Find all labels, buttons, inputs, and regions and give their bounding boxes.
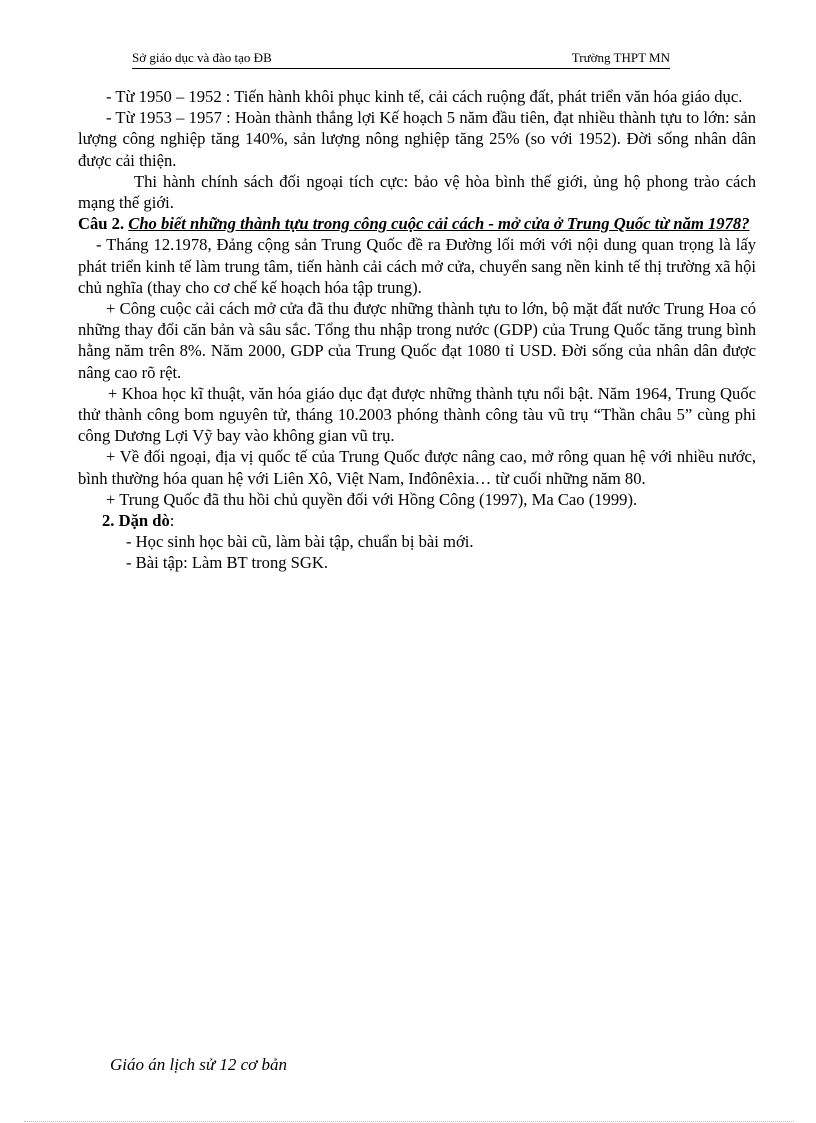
paragraph-science-technology: + Khoa học kĩ thuật, văn hóa giáo dục đạt được những thành tựu nổi bật. Năm 1964, Trung Quốc thử thành công bom nguyên tử, tháng 10.2003 phóng thành công tàu vũ trụ “Thần châu 5” cùng phi công Dương Lợi Vỹ bay vào không gian vũ trụ.	[78, 383, 756, 446]
paragraph-foreign-policy: Thi hành chính sách đối ngoại tích cực: bảo vệ hòa bình thế giới, ủng hộ phong trào cách mạng thế giới.	[78, 171, 756, 213]
question-2-label: Câu 2.	[78, 214, 125, 234]
homework-item-1: - Học sinh học bài cũ, làm bài tập, chuẩn bị bài mới.	[126, 532, 474, 552]
question-2-heading	[78, 213, 756, 234]
homework-item-2: - Bài tập: Làm BT trong SGK.	[126, 553, 329, 573]
homework-heading-colon: :	[169, 511, 175, 531]
paragraph-1950-1952: - Từ 1950 – 1952 : Tiến hành khôi phục kinh tế, cải cách ruộng đất, phát triển văn hóa giáo dục.	[106, 87, 743, 106]
page-bottom-divider	[24, 1121, 794, 1122]
paragraph-reform-achievements: + Công cuộc cải cách mở cửa đã thu được những thành tựu to lớn, bộ mặt đất nước Trung Hoa có những thay đổi căn bản và sâu sắc. Tổng thu nhập trong nước (GDP) của Trung Quốc tăng trung bình hằng năm trên 8%. Năm 2000, GDP của Trung Quốc đạt 1080 tỉ USD. Đời sống của nhân dân được nâng cao rõ rệt.	[78, 299, 756, 382]
header-school: Trường THPT MN	[571, 50, 670, 65]
homework-heading-text: 2. Dặn dò	[102, 511, 170, 531]
paragraph-dec-1978: - Tháng 12.1978, Đảng cộng sản Trung Quốc đề ra Đường lối mới với nội dung quan trọng là lấy phát triển kinh tế làm trung tâm, tiến hành cải cách mở cửa, chuyển sang nền kinh tế thị trường xã hội chủ nghĩa (thay cho cơ chế kế hoạch hóa tập trung).	[78, 235, 756, 297]
page-header	[132, 50, 670, 69]
paragraph-sovereignty: + Trung Quốc đã thu hồi chủ quyền đối với Hồng Công (1997), Ma Cao (1999).	[106, 489, 638, 509]
homework-heading	[78, 510, 756, 531]
paragraph-foreign-relations: + Về đối ngoại, địa vị quốc tế của Trung Quốc được nâng cao, mở rông quan hệ với nhiều nước, bình thường hóa quan hệ với Liên Xô, Việt Nam, Inđônêxia… từ cuối những năm 80.	[78, 447, 756, 488]
page-footer: Giáo án lịch sử 12 cơ bản	[110, 1055, 287, 1074]
document-body	[78, 86, 756, 574]
paragraph-1953-1957: - Từ 1953 – 1957 : Hoàn thành thắng lợi Kế hoạch 5 năm đầu tiên, đạt nhiều thành tựu to lớn: sản lượng công nghiệp tăng 140%, sản lượng nông nghiệp tăng 25% (so với 1952). Đời sống nhân dân được cải thiện.	[78, 108, 756, 170]
question-2-text: Cho biết những thành tựu trong công cuộc cải cách - mở cửa ở Trung Quốc từ năm 1978?	[128, 214, 750, 234]
header-department: Sở giáo dục và đào tạo ĐB	[132, 50, 272, 65]
